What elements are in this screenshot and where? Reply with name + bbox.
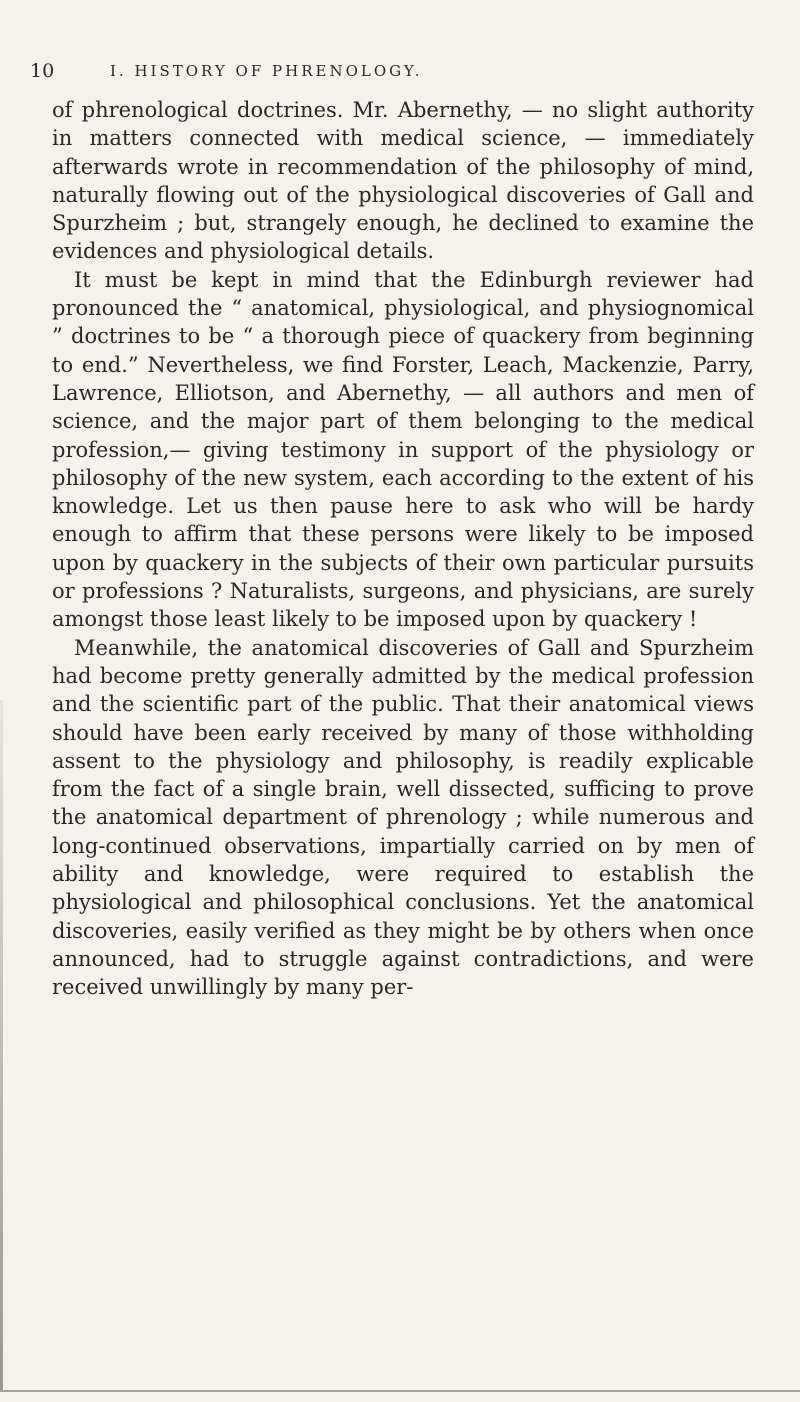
paragraph-1: of phrenological doctrines. Mr. Abernethy, — no slight authority in matters connected with medical science, — immediately afterwards wrote in recommendation of the philosophy of mind, naturally flowing out of the physiological discoveries of Gall and Spurzheim ; but, strangely enough, he declined to examine the evidences and physiological details.: [52, 98, 754, 264]
page-binding-shadow: [0, 700, 3, 1390]
page-number: 10: [30, 60, 55, 82]
paragraph-2: It must be kept in mind that the Edinburgh reviewer had pronounced the “ anatomical, physiological, and physiognomical ” doctrines to be “ a thorough piece of quackery from beginning to end.” Nevertheless, we find Forster, Leach, Mackenzie, Parry, Lawrence, Elliotson, and Abernethy, — all authors and men of science, and the major part of them belonging to the medical profession,— giving testimony in support of the physiology or philosophy of the new system, each according to the extent of his knowledge. Let us then pause here to ask who will be hardy enough to affirm that these persons were likely to be imposed upon by quackery in the subjects of their own particular pursuits or professions ? Naturalists, surgeons, and physicians, are surely amongst those least likely to be imposed upon by quackery !: [52, 267, 754, 632]
body-text: [52, 96, 754, 1002]
paragraph-3: Meanwhile, the anatomical discoveries of Gall and Spurzheim had become pretty generally admitted by the medical profession and the scientific part of the public. That their anatomical views should have been early received by many of those withholding assent to the physiology and philosophy, is readily explicable from the fact of a single brain, well dissected, sufficing to prove the anatomical department of phrenology ; while numerous and long-continued observations, impartially carried on by men of ability and knowledge, were required to establish the physiological and philosophical conclusions. Yet the anatomical discoveries, easily verified as they might be by others when once announced, had to struggle against contradictions, and were received unwillingly by many per-: [52, 635, 754, 1000]
running-title: I. HISTORY OF PHRENOLOGY.: [110, 62, 423, 80]
page-edge: [0, 1390, 800, 1392]
